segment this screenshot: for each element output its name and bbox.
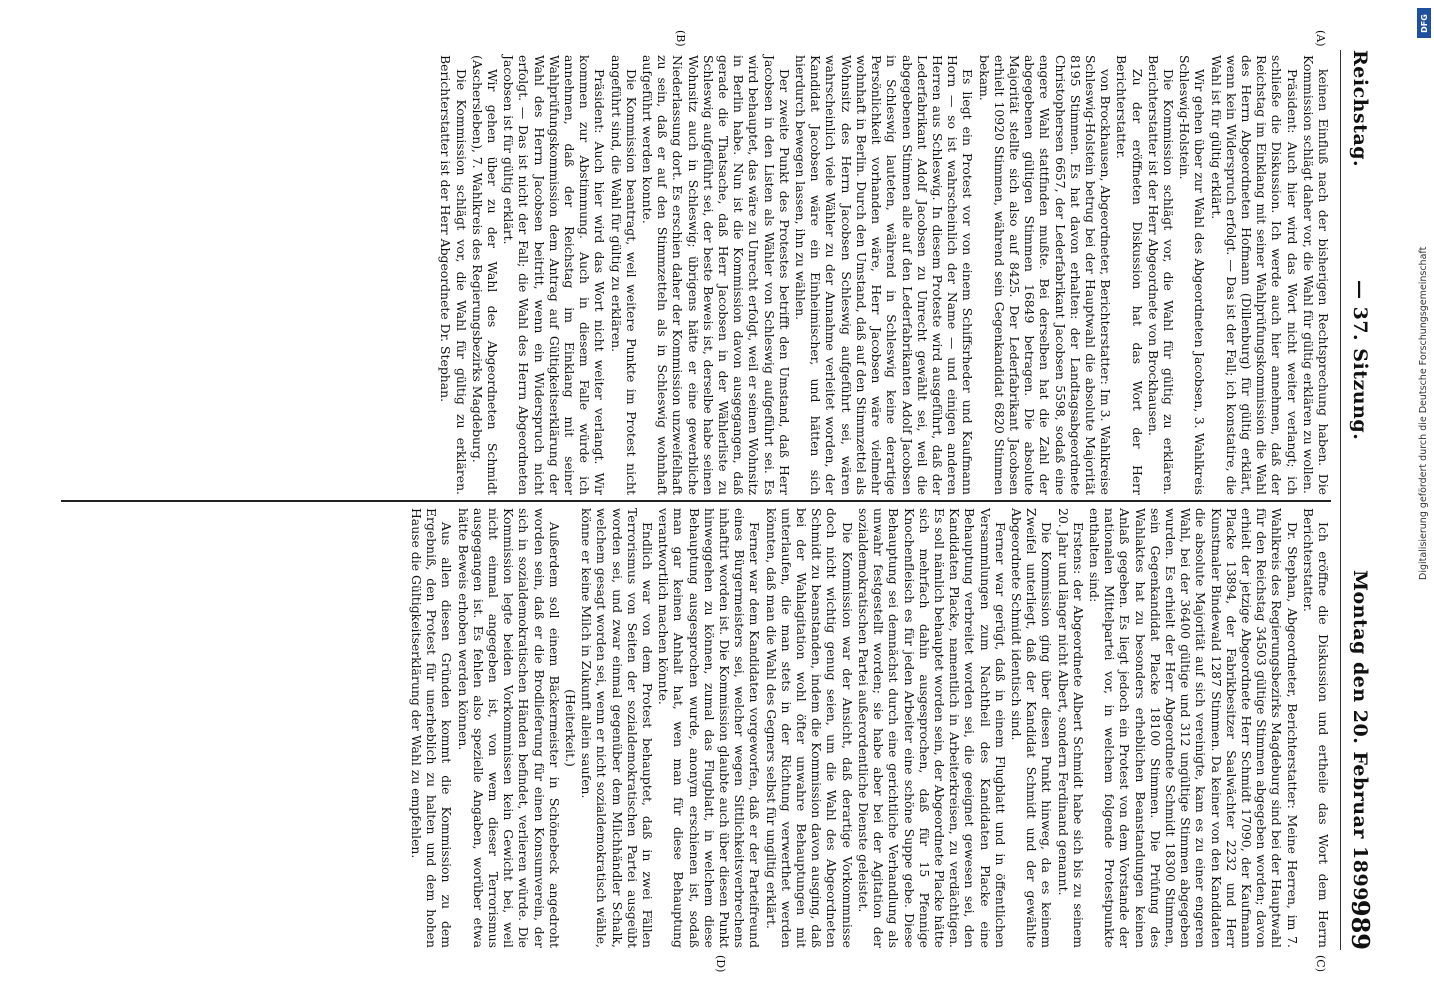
paragraph: Wir gehen über zur Wahl des Abgeordneten Jacobsen, 3. Wahlkreis Schleswig-Holstein. (1177, 55, 1208, 495)
paragraph: Wir gehen über zu der Wahl des Abgeordneten Schmidt (Aschersleben), 7. Wahlkreis des Regierungsbezirks Magdeburg. (469, 55, 501, 495)
paragraph: (Heiterkeit.) (563, 689, 579, 767)
digitization-notice: Digitalisierung gefördert durch die Deutsche Forschungsgemeinschaft (1418, 246, 1429, 580)
paragraph: Es liegt ein Protest vor von einem Schiffsrheder und Kaufmann Horn — so ist wahrscheinlich der Name — und einigen anderen Herren aus Schleswig. In diesem Proteste wird ausgeführt, daß der Lederfabrikant Adolf Jacobsen zu Unrecht gewählt sei, weil die abgegebenen Stimmen alle auf den Lederfabrikanten Adolf Jacobsen in Schleswig lauteten, während in Schleswig keine derartige Persönlichkeit vorhanden wäre, Herr Jacobsen wäre vielmehr wohnhaft in Berlin. Durch den Umstand, daß auf den Stimmzettel als Wohnsitz des Herrn Jacobsen Schleswig aufgeführt sei, wären wahrscheinlich viele Wähler zu der Annahme verleitet worden, der Kandidat Jacobsen wäre ein Einheimischer, und hätten sich hierdurch bewegen lassen, ihn zu wählen. (793, 55, 976, 495)
margin-marker-d: (D) (714, 955, 727, 973)
paragraph: von Brockhausen, Abgeordneter, Berichterstatter: Im 3. Wahlkreise Schleswig-Holstein betrug bei der Hauptwahl die absolute Majorität 8195 Stimmen. Es hat davon erhalten: der Landtagsabgeordnete Christophersen 6657, der Lederfabrikant Jacobsen 5598, sodaß eine engere Wahl stattfinden mußte. Bei derselben hat die Zahl der abgegebenen gültigen Stimmen 16849 betragen. Die absolute Majorität stellte sich also auf 8425. Der Lederfabrikant Jacobsen erhielt 10920 Stimmen, während sein Gegenkandidat 6820 Stimmen bekam. (976, 55, 1114, 495)
paragraph: Erstens: der Abgeordnete Albert Schmidt habe sich bis zu seinem 20. Jahr und länger nicht Albert, sondern Ferdinand genannt. (1055, 508, 1086, 948)
margin-marker-c: (C) (1314, 955, 1327, 972)
paragraph: Ich eröffne die Diskussion und ertheile das Wort dem Herrn Berichterstatter. (1300, 508, 1331, 948)
paragraph: Dr. Stephan, Abgeordneter, Berichterstatter: Meine Herren, im 7. Wahlkreis des Regierungsbezirks Magdeburg sind bei der Hauptwahl für den Reichstag 34503 gültige Stimmen abgegeben worden; davon erhielt der jetzige Abgeordnete Herr Schmidt 17090, der Kaufmann Placke 13894, der Fabrikbesitzer Saalwächter 2232 und Herr Kunstmaler Bindewald 1287 Stimmen. Da keiner von den Kandidaten die absolute Majorität auf sich vereinigte, kam es zu einer engeren Wahl, bei der 36400 gültige und 312 ungültige Stimmen abgegeben wurden. Es erhielt der Herr Abgeordnete Schmidt 18300 Stimmen, sein Gegenkandidat Placke 18100 Stimmen. Die Prüfung des Wahlaktes hat zu besonders erheblichen Beanstandungen keinen Anlaß gegeben. Es liegt jedoch ein Protest von dem Vorstande der nationalen Mittelpartei vor, in welchem folgende Protestpunkte enthalten sind: (1086, 508, 1300, 948)
paragraph: Die Kommission war der Ansicht, daß derartige Vorkommnisse doch nicht wichtig genug seien, um die Wahl des Abgeordneten Schmidt zu beanstanden, indem die Kommission davon ausging, daß bei der Wahlagitation wohl öfter unwahre Behauptungen mit unterlaufen, die man stets in der Richtung verwerthet werden könnten, daß man die Wahl des Gegners selbst für ungiltig erklärt. (763, 508, 855, 948)
paragraph: Die Kommission schlägt vor, die Wahl für gültig zu erklären. Berichterstatter ist der Herr Abgeordnete von Brockhausen. (1145, 55, 1176, 495)
header-left: Reichstag. (1349, 50, 1371, 168)
paragraph: Ferner war gerügt, daß in einem Flugblatt und in öffentlichen Versammlungen zum Nachtheil des Kandidaten Placke eine Behauptung verbreitet worden sei, die geeignet gewesen sei, den Kandidaten Placke, namentlich in Arbeiterkreisen, zu verdächtigen. Es soll nämlich behauptet worden sein, der Abgeordnete Placke hätte sich mehrfach dahin ausgesprochen, daß für 15 Pfennige Knochenfleisch es für jeden Arbeiter eine schöne Suppe gebe. Diese Behauptung sei demnächst durch eine gerichtliche Verhandlung als unwahr festgestellt worden; sie habe aber bei der Agitation der sozialdemokratischen Partei außerordentliche Dienste geleistet. (855, 508, 1008, 948)
paragraph: keinen Einfluß nach der bisherigen Rechtsprechung haben. Die Kommission schlägt daher vor, die Wahl für gültig erklären zu wollen. (1300, 55, 1331, 495)
page-header (1337, 50, 1377, 950)
rotated-page (47, 20, 1387, 980)
paragraph: Ferner war dem Kandidaten vorgeworfen, daß er der Parteifreund eines Bürgermeisters sei, welcher wegen Sittlichkeitsverbrechens inhaftirt worden ist. Die Kommission glaubte auch über diesen Punkt hinweggehen zu können, zumal das Flugblatt, in welchem diese Behauptung ausgesprochen wurde, anonym erschienen ist, sodaß man gar keinen Anhalt hat, wen man für diese Behauptung verantwortlich machen könnte. (656, 508, 763, 948)
paragraph: Präsident: Auch hier wird das Wort nicht weiter verlangt. Wir kommen zur Abstimmung. Auch in diesem Falle würde ich annehmen, daß der Reichstag im Einklang mit seiner Wahlprüfungskommission dem Antrag auf Gültigkeitserklärung der Wahl des Herrn Jacobsen beitritt, wenn ein Widerspruch nicht erfolgt. — Das ist nicht der Fall; die Wahl des Herrn Abgeordneten Jacobsen ist für gültig erklärt. (501, 55, 608, 495)
paragraph: Zu der eröffneten Diskussion hat das Wort der Herr Berichterstatter. (1114, 55, 1145, 495)
header-session: — 37. Sitzung. (1349, 280, 1371, 441)
paragraph: Endlich war von dem Protest behauptet, daß in zwei Fällen Terrorismus von Seiten der sozialdemokratischen Partei ausgeübt worden sei, und zwar einmal gegenüber dem Milchhändler Schalk, welchem gesagt worden sei, wenn er nicht sozialdemokratisch wähle, könne er keine Milch in Zukunft allein saufen. (579, 508, 656, 948)
dfg-logo-icon: DFG (1417, 8, 1431, 38)
margin-marker-a: (A) (1314, 30, 1327, 47)
paragraph: Die Kommission ging über diesen Punkt hinweg, da es keinem Zweifel unterliegt, daß der Kandidat Schmidt und der gewählte Abgeordnete Schmidt identisch sind. (1008, 508, 1055, 948)
paragraph: Die Kommission beantragt, weil weitere Punkte im Protest nicht angeführt sind, die Wahl für gültig zu erklären. (608, 55, 639, 495)
header-date: Montag den 20. Februar 1899. (1349, 570, 1371, 909)
paragraph: Präsident: Auch hier wird das Wort nicht weiter verlangt; ich schließe die Diskussion. Ich werde auch hier annehmen, daß der Reichstag im Einklang mit seiner Wahlprüfungskommission die Wahl des Herrn Abgeordneten Hofmann (Dillenburg) für gültig erklärt, wenn kein Widerspruch erfolgt. — Das ist der Fall; ich konstatire, die Wahl ist für gültig erklärt. (1208, 55, 1300, 495)
paragraph: Die Kommission schlägt vor, die Wahl für gültig zu erklären. Berichterstatter ist der Herr Abgeordnete Dr. Stephan. (438, 55, 469, 495)
paragraph: Außerdem soll einem Bäckermeister in Schönebeck angedroht worden sein, daß er die Brodlieferung für einen Konsumverein, der sich in sozialdemokratischen Händen befindet, verlieren würde. Die Kommission legte beiden Vorkommnissen kein Gewicht bei, weil nicht einmal angegeben ist, von wem dieser Terrorismus ausgegangen ist. Es fehlen also spezielle Angaben, worüber etwa hätte Beweis erhoben werden können. (455, 508, 562, 948)
header-rule (1340, 50, 1341, 950)
paragraph: Der zweite Punkt des Protestes betrifft den Umstand, daß Herr Jacobsen in den Listen als Wähler von Schleswig aufgeführt sei. Es wird behauptet, das wäre zu Unrecht erfolgt, weil er seinen Wohnsitz in Berlin habe. Nun ist die Kommission davon ausgegangen, daß gerade die Thatsache, daß Herr Jacobsen in der Wählerliste zu Schleswig aufgeführt sei, der beste Beweis ist, derselbe habe seinen Wohnsitz auch in Schleswig; übrigens hätte er eine gewerbliche Niederlassung dort. Es erschien daher der Kommission unzweifelhaft zu sein, daß er auf den Stimmzetteln als in Schleswig wohnhaft aufgeführt werden konnte. (640, 55, 792, 495)
paragraph: Aus allen diesen Gründen kommt die Kommission zu dem Ergebniß, den Protest für unerheblich zu halten und dem hohen Hause die Gültigkeitserklärung der Wahl zu empfehlen. (409, 508, 455, 948)
page-number: 989 (1346, 899, 1375, 950)
right-text-column (409, 508, 1331, 948)
margin-marker-b: (B) (674, 30, 687, 47)
column-divider (61, 500, 1331, 502)
left-text-column (61, 55, 1331, 495)
